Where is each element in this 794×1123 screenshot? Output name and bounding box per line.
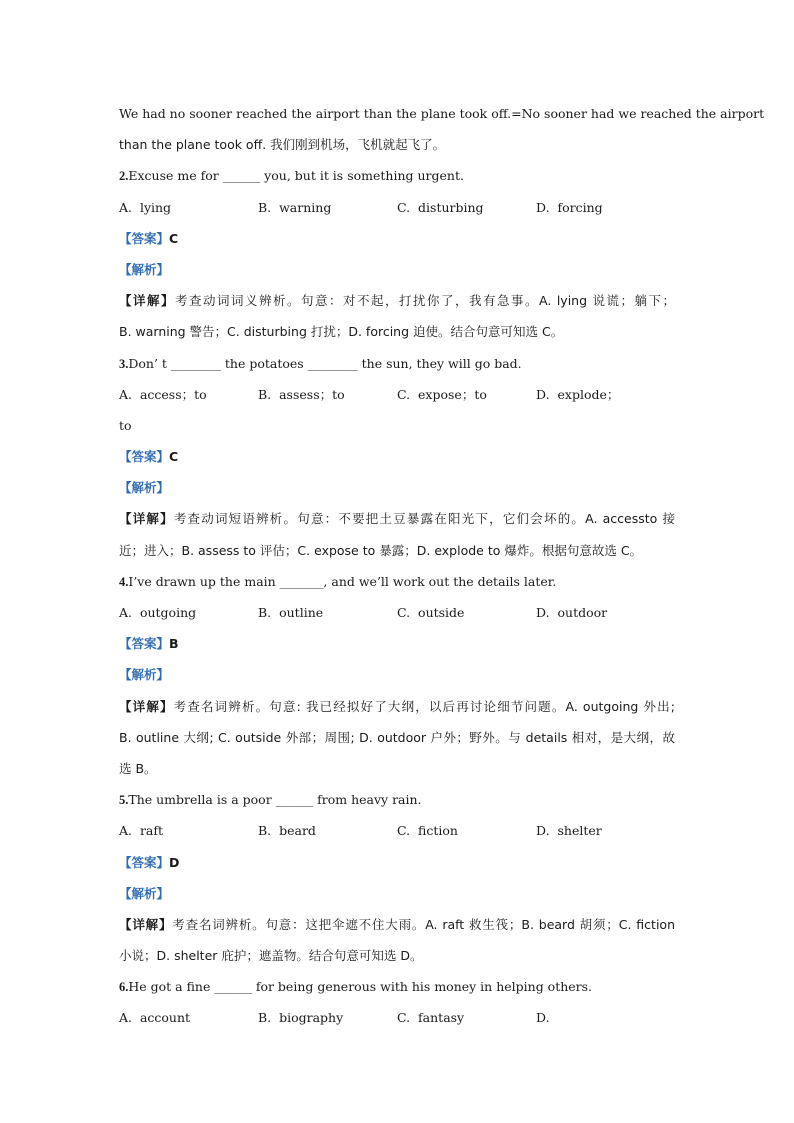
answer-value: C <box>169 230 179 246</box>
document-page <box>119 98 765 1034</box>
detail-line-cont: B. outline 大纲; C. outside 外部；周围; D. outdoor 户外；野外。与 details 相对，是大纲，故 <box>119 729 675 745</box>
detail-label: 【详解】 <box>119 511 174 527</box>
question-5-options <box>119 815 675 846</box>
question-5 <box>119 784 675 815</box>
detail-line <box>119 691 675 722</box>
intro-line-2: than the plane took off. 我们刚到机场，飞机就起飞了。 <box>119 137 446 153</box>
question-number: 4. <box>119 574 129 589</box>
intro-line-1: We had no sooner reached the airport than the plane took off.=No sooner had we reached the airport <box>119 106 765 121</box>
option-wrap: to <box>119 417 132 433</box>
detail-text: 考查动词短语辨析。句意：不要把土豆暴露在阳光下，它们会坏的。A. accessto 接 <box>173 511 675 527</box>
detail-label: 【详解】 <box>119 698 174 714</box>
analysis-line <box>119 659 675 690</box>
detail-text: 考查名词辨析。句意: 我已经拟好了大纲，以后再讨论细节问题。A. outgoing 外出; <box>173 698 675 714</box>
option-c: C. fantasy <box>397 1010 465 1026</box>
answer-value: D <box>169 854 180 870</box>
answer-value: C <box>169 449 179 465</box>
analysis-label: 【解析】 <box>119 261 170 277</box>
question-6 <box>119 971 675 1002</box>
option-a: A. outgoing <box>119 605 197 620</box>
analysis-label: 【解析】 <box>119 480 170 496</box>
option-c: C. fiction <box>397 823 458 839</box>
detail-label: 【详解】 <box>119 293 176 309</box>
question-4-options <box>119 597 675 628</box>
option-c: C. expose；to <box>397 386 487 402</box>
option-d: D. forcing <box>536 199 603 215</box>
detail-line-cont: 选 B。 <box>119 760 157 776</box>
option-d: D. <box>536 1010 550 1026</box>
question-number: 5. <box>119 793 129 808</box>
detail-label: 【详解】 <box>119 916 173 932</box>
detail-line <box>119 285 675 316</box>
question-stem: I’ve drawn up the main _______, and we’ll work out the details later. <box>128 573 557 589</box>
question-2 <box>119 160 675 191</box>
option-c: C. outside <box>397 605 465 620</box>
question-3-options <box>119 379 675 410</box>
question-6-options <box>119 1002 675 1033</box>
answer-line <box>119 628 675 659</box>
option-a: A. access；to <box>119 386 207 402</box>
detail-text: 考查名词辨析。句意：这把伞遮不住大雨。A. raft 救生筏；B. beard 胡须；C. fiction <box>172 916 675 932</box>
analysis-label: 【解析】 <box>119 885 170 901</box>
analysis-line <box>119 878 675 909</box>
option-b: B. assess；to <box>258 386 345 402</box>
option-d: D. outdoor <box>536 605 608 620</box>
option-a: A. lying <box>119 199 172 215</box>
analysis-line <box>119 472 675 503</box>
option-b: B. biography <box>258 1010 344 1026</box>
question-number: 3. <box>119 356 129 371</box>
question-number: 6. <box>119 980 129 995</box>
answer-line <box>119 847 675 878</box>
option-a: A. raft <box>119 823 164 839</box>
option-a: A. account <box>119 1010 191 1026</box>
question-stem: He got a fine ______ for being generous with his money in helping others. <box>128 979 593 995</box>
question-stem: The umbrella is a poor ______ from heavy rain. <box>128 792 422 808</box>
option-b: B. warning <box>258 199 332 215</box>
detail-text: 考查动词词义辨析。句意：对不起，打扰你了，我有急事。A. lying 说谎；躺下； <box>175 293 675 309</box>
question-stem: Excuse me for ______ you, but it is something urgent. <box>128 168 464 184</box>
detail-line <box>119 503 675 534</box>
detail-line-cont: 近；进入；B. assess to 评估；C. expose to 暴露；D. explode to 爆炸。根据句意故选 C。 <box>119 542 643 558</box>
answer-label: 【答案】 <box>119 230 170 246</box>
answer-label: 【答案】 <box>119 449 170 465</box>
analysis-line <box>119 254 675 285</box>
detail-line-cont: B. warning 警告；C. disturbing 打扰；D. forcing 迫使。结合句意可知选 C。 <box>119 324 564 340</box>
answer-line <box>119 441 675 472</box>
question-number: 2. <box>119 169 129 184</box>
question-3 <box>119 348 675 379</box>
question-4 <box>119 566 675 597</box>
answer-label: 【答案】 <box>119 854 170 870</box>
question-stem: Don’ t ________ the potatoes ________ the sun, they will go bad. <box>128 355 522 371</box>
option-b: B. outline <box>258 605 324 620</box>
answer-line <box>119 223 675 254</box>
detail-line-cont: 小说；D. shelter 庇护；遮盖物。结合句意可知选 D。 <box>119 948 423 964</box>
question-2-options <box>119 192 675 223</box>
answer-value: B <box>169 636 179 652</box>
answer-label: 【答案】 <box>119 636 170 652</box>
option-b: B. beard <box>258 823 316 839</box>
option-d: D. shelter <box>536 823 602 839</box>
analysis-label: 【解析】 <box>119 667 170 683</box>
detail-line <box>119 909 675 940</box>
option-d: D. explode； <box>536 386 620 402</box>
option-c: C. disturbing <box>397 199 484 215</box>
